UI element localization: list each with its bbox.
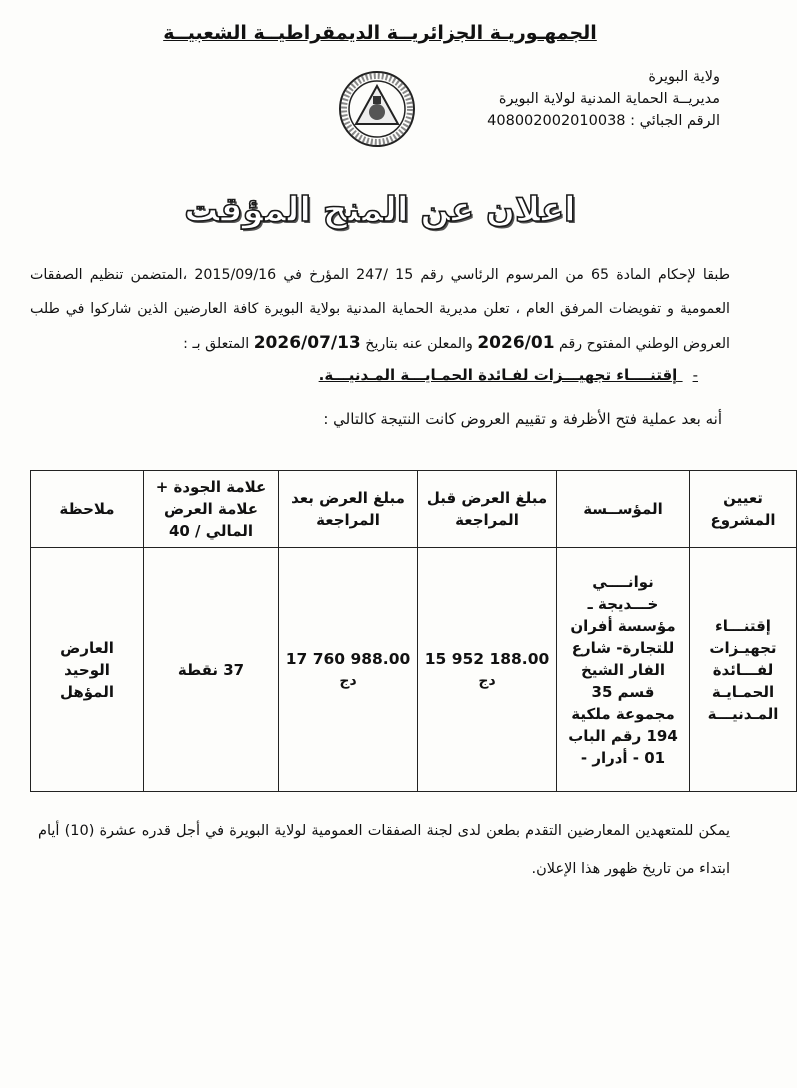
bullet-text: إقتنــــاء تجهيـــزات لفـائدة الحمـايـــة المـدنيـــة. bbox=[318, 366, 678, 384]
tender-number: 2026/01 bbox=[477, 333, 555, 353]
header-after-review: مبلغ العرض بعد المراجعة bbox=[279, 471, 418, 548]
bullet-dash: - bbox=[692, 366, 698, 384]
cell-firm: نوانــــي خـــديجة ـ مؤسسة أفران للتجارة- شارع الفار الشيخ قسم 35 مجموعة ملكية 194 رقم الباب 01 - أدرار - bbox=[557, 548, 690, 792]
announcement-headline: اعلان عن المنح المؤقت bbox=[184, 190, 576, 230]
cell-note: العارض الوحيد المؤهل bbox=[31, 548, 144, 792]
republic-title: الجمهـوريـة الجزائريــة الديمقراطيــة الشعبيــة bbox=[163, 22, 597, 44]
intro-text: طبقا لإحكام المادة 65 من المرسوم الرئاسي رقم 15 /247 المؤرخ في 2015/09/16 ،المتضمن تنظيم الصفقات العمومية و تفويضات المرفق العام ، تعلن مديرية الحماية المدنية بولاية البويرة كافة العارضين الذين شاركوا في طلب العروض الوطني المفتوح رقم bbox=[30, 267, 730, 352]
announce-date: 2026/07/13 bbox=[253, 333, 361, 353]
header-project: تعيين المشروع bbox=[690, 471, 797, 548]
issuer-block bbox=[420, 66, 720, 132]
header-firm: المؤســسة bbox=[557, 471, 690, 548]
intro-paragraph bbox=[30, 258, 730, 361]
before-amount: 15 952 188.00 bbox=[424, 649, 550, 668]
table-row bbox=[31, 548, 797, 792]
before-currency: دج bbox=[478, 672, 496, 689]
result-intro: أنه بعد عملية فتح الأظرفة و تقييم العروض كانت النتيجة كالتالي : bbox=[323, 410, 722, 428]
cell-project: إقتنـــاء تجهيـزات لفـــائدة الحمـايـة المـدنيـــة bbox=[690, 548, 797, 792]
project-bullet bbox=[319, 366, 698, 384]
header-note: ملاحظة bbox=[31, 471, 144, 548]
cell-after-review bbox=[279, 548, 418, 792]
after-amount: 17 760 988.00 bbox=[285, 649, 411, 668]
directorate-label: مديريــة الحماية المدنية لولاية البويرة bbox=[498, 91, 720, 107]
cell-before-review bbox=[418, 548, 557, 792]
table-header-row bbox=[31, 471, 797, 548]
appeal-notice: يمكن للمتعهدين المعارضين التقدم بطعن لدى لجنة الصفقات العمومية لولاية البويرة في أجل قدره عشرة (10) أيام ابتداء من تاريخ ظهور هذا الإعلان. bbox=[38, 823, 730, 877]
wilaya-label: ولاية البويرة bbox=[648, 69, 720, 85]
civil-protection-seal-icon bbox=[338, 70, 416, 148]
intro-middle: والمعلن عنه بتاريخ bbox=[365, 336, 473, 352]
tax-id-line bbox=[420, 110, 720, 132]
after-currency: دج bbox=[339, 672, 357, 689]
header-score: علامة الجودة + علامة العرض المالي / 40 bbox=[144, 471, 279, 548]
tax-id-number: 408002002010038 bbox=[487, 113, 626, 129]
intro-end: المتعلق بـ : bbox=[183, 336, 250, 352]
tax-id-label: الرقم الجبائي : bbox=[630, 113, 720, 129]
results-table bbox=[30, 470, 797, 792]
header-before-review: مبلغ العرض قبل المراجعة bbox=[418, 471, 557, 548]
cell-score: 37 نقطة bbox=[144, 548, 279, 792]
